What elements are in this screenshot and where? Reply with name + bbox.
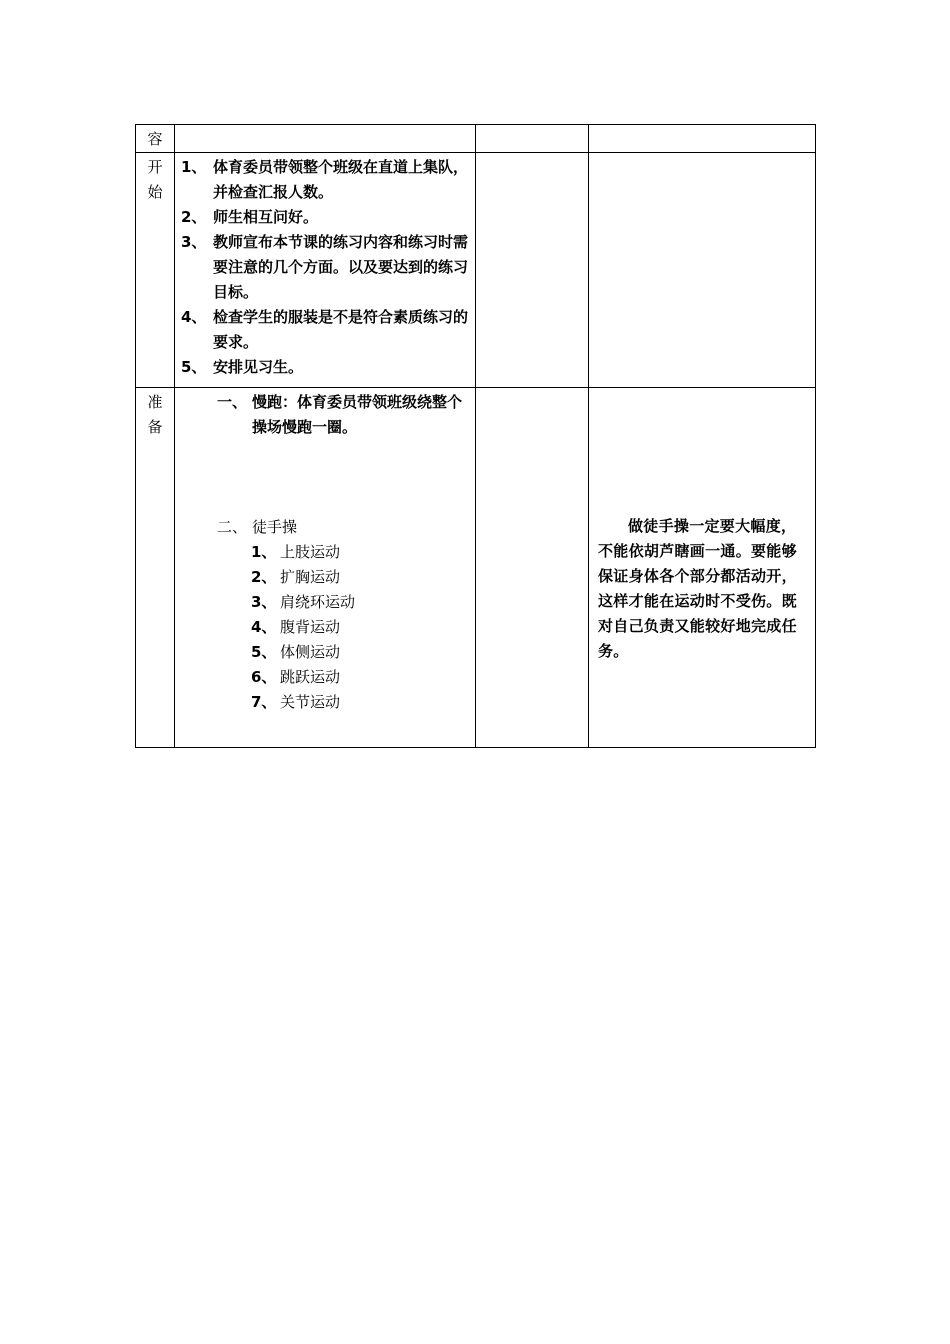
phase-cell-prep <box>136 388 175 748</box>
start-steps-list <box>175 153 475 385</box>
start-steps-cell <box>175 153 476 388</box>
empty-cell <box>175 125 476 153</box>
phase-cell-start <box>136 153 175 388</box>
item-number: 1、 <box>251 543 277 561</box>
list-item <box>251 615 475 640</box>
item-number: 7、 <box>251 693 277 711</box>
part-two-title: 徒手操 <box>252 518 298 536</box>
step-number: 3、 <box>181 233 207 251</box>
step-text: 师生相互问好。 <box>213 208 319 226</box>
list-item <box>251 540 475 565</box>
phase-char: 准 <box>147 393 163 411</box>
exercise-note: 做徒手操一定要大幅度，不能依胡芦瞎画一通。要能够保证身体各个部分都活动开，这样才能在运动时不受伤。既对自己负责又能较好地完成任务。 <box>598 517 797 660</box>
list-item <box>181 230 469 305</box>
empty-cell <box>589 125 816 153</box>
item-text: 腹背运动 <box>280 618 341 636</box>
note-cell <box>589 388 816 748</box>
step-number: 4、 <box>181 308 207 326</box>
item-text: 上肢运动 <box>280 543 341 561</box>
empty-cell <box>589 153 816 388</box>
exercise-list <box>175 540 475 715</box>
list-item <box>181 355 469 380</box>
step-text: 体育委员带领整个班级在直道上集队，并检查汇报人数。 <box>213 158 469 201</box>
list-item <box>251 665 475 690</box>
lesson-plan-table <box>135 124 816 748</box>
item-text: 体侧运动 <box>280 643 341 661</box>
item-number: 4、 <box>251 618 277 636</box>
item-text: 肩绕环运动 <box>280 593 356 611</box>
empty-cell <box>476 388 589 748</box>
table-row-header <box>136 125 816 153</box>
list-item <box>181 205 469 230</box>
item-number: 5、 <box>251 643 277 661</box>
phase-char: 始 <box>147 183 163 201</box>
step-number: 1、 <box>181 158 207 176</box>
step-text: 安排见习生。 <box>213 358 304 376</box>
phase-cell-content <box>136 125 175 153</box>
item-number: 6、 <box>251 668 277 686</box>
prep-content-cell <box>175 388 476 748</box>
list-item <box>251 690 475 715</box>
item-text: 关节运动 <box>280 693 341 711</box>
item-text: 扩胸运动 <box>280 568 341 586</box>
list-item <box>251 590 475 615</box>
phase-char: 开 <box>147 158 163 176</box>
list-item <box>251 565 475 590</box>
item-text: 跳跃运动 <box>280 668 341 686</box>
phase-label: 容 <box>147 130 163 148</box>
list-item <box>181 155 469 205</box>
list-item <box>251 640 475 665</box>
part-one-text: 慢跑：体育委员带领班级绕整个操场慢跑一圈。 <box>252 393 463 436</box>
part-two-mark: 二、 <box>217 518 248 536</box>
part-two <box>175 440 475 540</box>
step-number: 5、 <box>181 358 207 376</box>
step-text: 检查学生的服装是不是符合素质练习的要求。 <box>213 308 469 351</box>
empty-cell <box>476 125 589 153</box>
phase-char: 备 <box>147 418 163 436</box>
part-two-title-line <box>217 515 469 540</box>
list-item <box>181 305 469 355</box>
table-row-start <box>136 153 816 388</box>
part-one-mark: 一、 <box>217 393 248 411</box>
item-number: 2、 <box>251 568 277 586</box>
part-one-line <box>217 390 469 440</box>
step-number: 2、 <box>181 208 207 226</box>
part-one <box>175 388 475 440</box>
empty-cell <box>476 153 589 388</box>
item-number: 3、 <box>251 593 277 611</box>
step-text: 教师宣布本节课的练习内容和练习时需要注意的几个方面。以及要达到的练习目标。 <box>213 233 469 301</box>
table-row-prep <box>136 388 816 748</box>
